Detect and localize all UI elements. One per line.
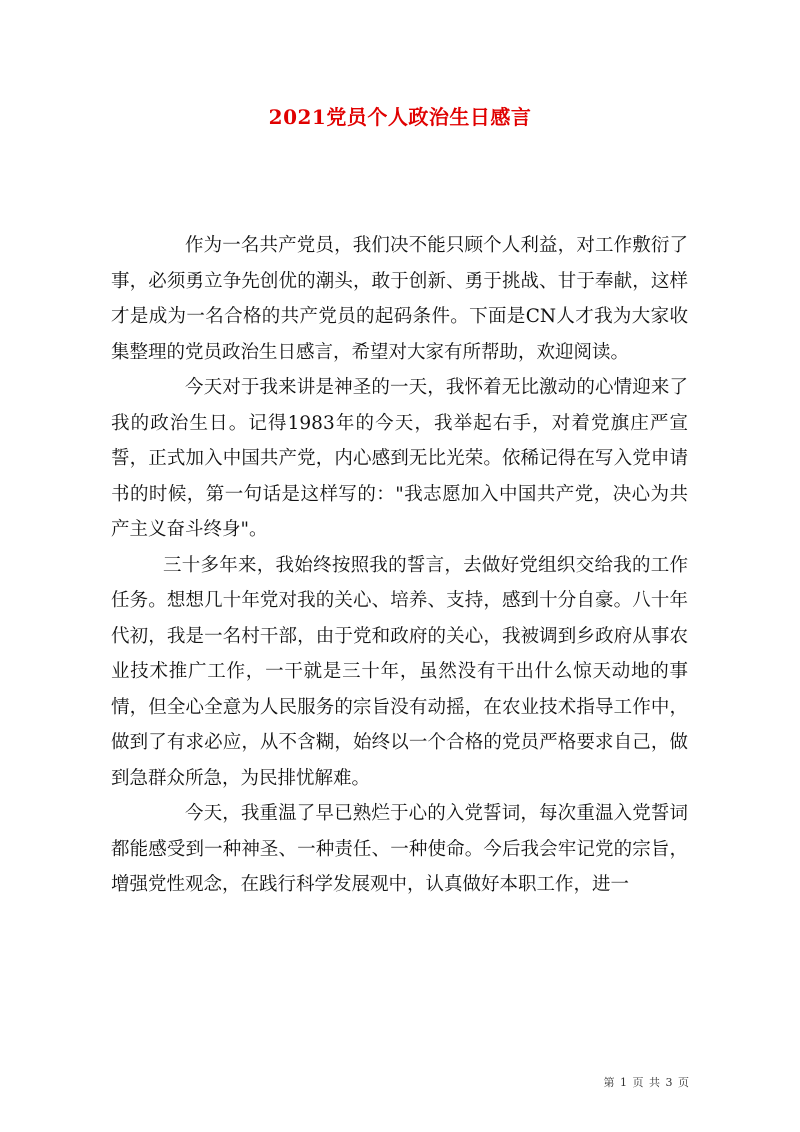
paragraph-political-birthday: 今天对于我来讲是神圣的一天，我怀着无比激动的心情迎来了我的政治生日。记得1983年的今天，我举起右手，对着党旗庄严宣誓，正式加入中国共产党，内心感到无比光荣。依稀记得在写入党申请书的时候，第一句话是这样写的："我志愿加入中国共产党，决心为共产主义奋斗终身"。 — [111, 377, 688, 540]
page-number: 第 1 页 共 3 页 — [603, 1076, 690, 1089]
paragraph-intro: 作为一名共产党员，我们决不能只顾个人利益，对工作敷衍了事，必须勇立争先创优的潮头，敢于创新、勇于挑战、甘于奉献，这样才是成为一名合格的共产党员的起码条件。下面是CN人才我为大家收集整理的党员政治生日感言，希望对大家有所帮助，欢迎阅读。 — [111, 235, 688, 363]
document-title: 2021党员个人政治生日感言 — [268, 105, 532, 129]
paragraph-thirty-years: 三十多年来，我始终按照我的誓言，去做好党组织交给我的工作任务。想想几十年党对我的关心、培养、支持，感到十分自豪。八十年代初，我是一名村干部，由于党和政府的关心，我被调到乡政府从事农业技术推广工作，一干就是三十年，虽然没有干出什么惊天动地的事情，但全心全意为人民服务的宗旨没有动摇，在农业技术指导工作中，做到了有求必应，从不含糊，始终以一个合格的党员严格要求自己，做到急群众所急，为民排忧解难。 — [111, 554, 688, 789]
paragraph-oath-review: 今天，我重温了早已熟烂于心的入党誓词，每次重温入党誓词都能感受到一种神圣、一种责任、一种使命。今后我会牢记党的宗旨，增强党性观念，在践行科学发展观中，认真做好本职工作，进一 — [111, 803, 688, 895]
document-body — [111, 228, 688, 903]
